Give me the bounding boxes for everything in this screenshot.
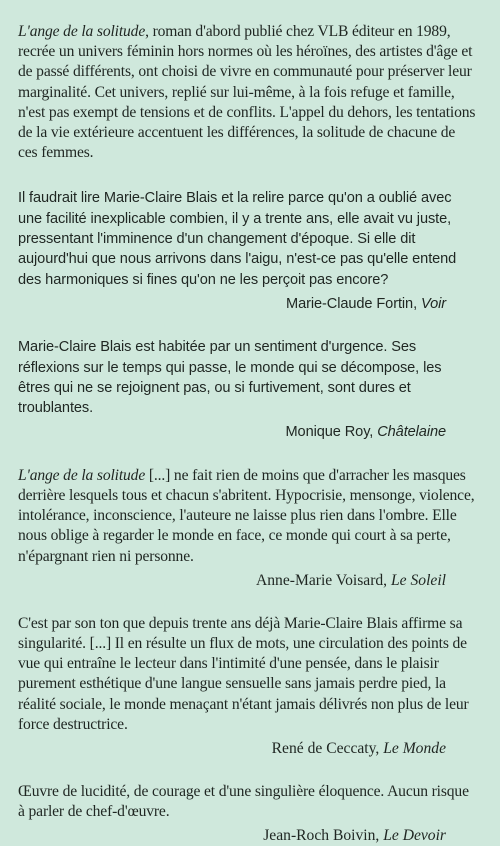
review-paragraph xyxy=(18,466,476,567)
book-title: L'ange de la solitude xyxy=(18,23,146,40)
review-attribution xyxy=(18,571,476,591)
review-text: Œuvre de lucidité, de courage et d'une singulière éloquence. Aucun risque à parler de chef-d'œuvre. xyxy=(18,782,469,821)
review-author: Monique Roy, xyxy=(285,424,378,441)
review-source: Châtelaine xyxy=(377,424,446,441)
review-author: Jean-Roch Boivin, xyxy=(263,827,384,845)
review-author: René de Ceccaty, xyxy=(271,739,384,757)
review-author: Marie-Claude Fortin, xyxy=(286,295,421,312)
summary-text: , roman d'abord publié chez VLB éditeur en 1989, recrée un univers féminin hors normes où les héroïnes, des artistes d'âge et de passé différents, ont choisi de vivre en communauté pour préserver leur marginalité. Cet univers, replié sur lui-même, à la fois refuge et famille, n'est pas exempt de tensions et de conflits. L'appel du dehors, les tentations de la vie extérieure accentuent les différences, la solitude de chacune de ces femmes. xyxy=(18,23,476,162)
review-attribution xyxy=(18,826,476,846)
review-source: Voir xyxy=(420,295,446,312)
review-block xyxy=(18,782,476,846)
review-text: Il faudrait lire Marie-Claire Blais et la relire parce qu'on a oublié avec une facilité inexplicable combien, il y a trente ans, elle avait vu juste, pressentant l'imminence d'un changement d'époque. Si elle dit aujourd'hui que nous arrivons dans l'aigu, n'est-ce pas qu'elle entend des harmoniques si fines qu'on ne les perçoit pas encore? xyxy=(18,190,457,288)
review-author: Anne-Marie Voisard, xyxy=(256,571,391,589)
review-block xyxy=(18,466,476,591)
review-text: [...] ne fait rien de moins que d'arracher les masques derrière lesquels tous et chacun s'abritent. Hypocrisie, mensonge, violence, intolérance, inconscience, l'auteure ne laisse plus rien dans l'ombre. Elle nous oblige à regarder le monde en face, ce monde qui court à sa perte, n'épargnant rien ni personne. xyxy=(18,466,475,565)
review-attribution xyxy=(18,422,476,442)
review-attribution xyxy=(18,739,476,759)
review-source: Le Monde xyxy=(383,739,446,757)
review-text: Marie-Claire Blais est habitée par un sentiment d'urgence. Ses réflexions sur le temps qui passe, le monde qui se décompose, les êtres qui ne se rejoignent pas, ou si furtivement, sont dures et troublantes. xyxy=(18,339,442,417)
review-block xyxy=(18,188,476,314)
review-block xyxy=(18,614,476,759)
book-title: L'ange de la solitude xyxy=(18,466,146,484)
review-source: Le Devoir xyxy=(383,827,446,845)
review-block xyxy=(18,337,476,442)
review-attribution xyxy=(18,294,476,314)
summary-paragraph xyxy=(18,22,476,163)
review-text: C'est par son ton que depuis trente ans déjà Marie-Claire Blais affirme sa singularité. [...] Il en résulte un flux de mots, une circulation des points de vue qui entraîne le lecteur dans l'intimité d'une pensée, dans le plaisir purement esthétique d'une langue sensuelle sans jamais perdre pied, la réalité sociale, le monde menaçant n'étant jamais délivrés non plus de leur force destructrice. xyxy=(18,614,469,733)
summary-block xyxy=(18,22,476,163)
review-source: Le Soleil xyxy=(390,571,446,589)
